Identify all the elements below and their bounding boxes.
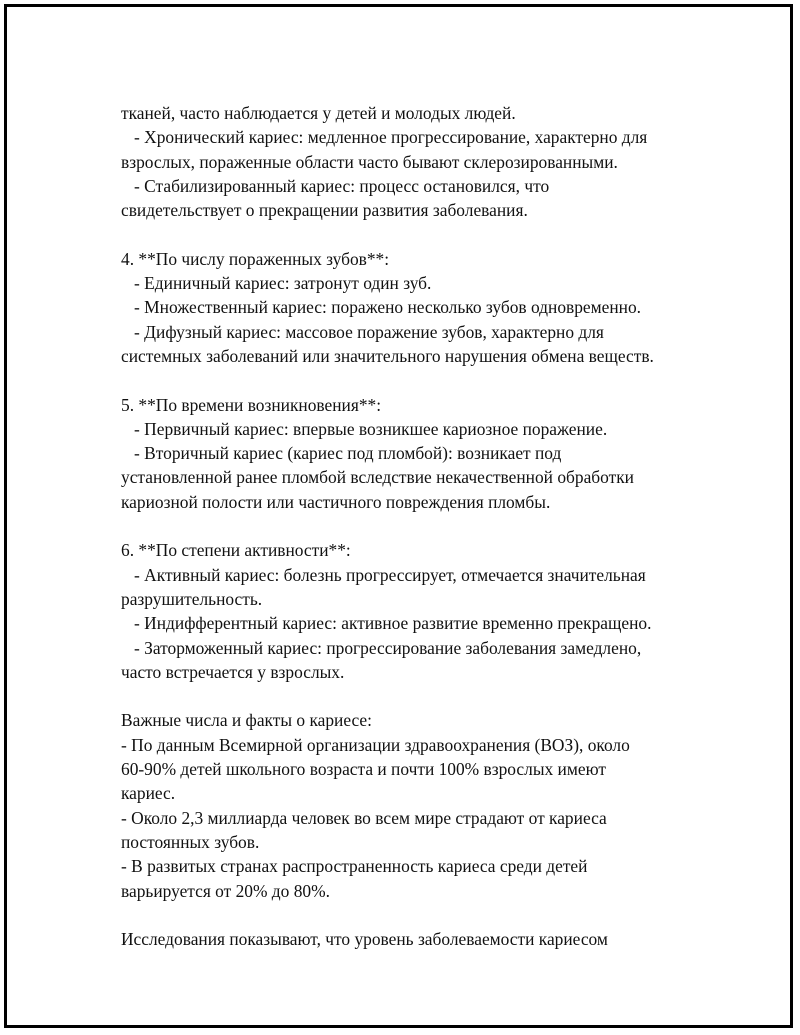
text-line: постоянных зубов. — [121, 831, 260, 852]
section-heading: 5. **По времени возникновения**: — [121, 394, 382, 415]
text-line: - Единичный кариес: затронут один зуб. — [121, 273, 432, 294]
text-line: - Индифферентный кариес: активное развитие временно прекращено. — [121, 613, 652, 634]
text-line: кариес. — [121, 783, 176, 804]
text-line: тканей, часто наблюдается у детей и молодых людей. — [121, 103, 516, 123]
text-line: - В развитых странах распространенность кариеса среди детей — [121, 856, 588, 877]
text-line: разрушительность. — [121, 588, 263, 609]
text-line: системных заболеваний или значительного нарушения обмена веществ. — [121, 345, 654, 366]
text-line: взрослых, пораженные области часто бывают склерозированными. — [121, 151, 618, 172]
text-line: - Стабилизированный кариес: процесс остановился, что — [121, 175, 550, 196]
text-line: свидетельствует о прекращении развития заболевания. — [121, 200, 528, 221]
text-line: - Дифузный кариес: массовое поражение зубов, характерно для — [121, 321, 604, 342]
text-line: - Множественный кариес: поражено несколько зубов одновременно. — [121, 297, 642, 318]
section-heading: 6. **По степени активности**: — [121, 540, 351, 561]
blank-line — [121, 514, 721, 538]
blank-line — [121, 903, 721, 927]
text-line: варьируется от 20% до 80%. — [121, 880, 330, 901]
section-heading: 4. **По числу пораженных зубов**: — [121, 248, 390, 269]
text-line: - Активный кариес: болезнь прогрессирует, отмечается значительная — [121, 564, 646, 585]
text-line: - Хронический кариес: медленное прогрессирование, характерно для — [121, 127, 648, 148]
text-line: 60-90% детей школьного возраста и почти 100% взрослых имеют — [121, 759, 606, 780]
text-line: - По данным Всемирной организации здравоохранения (ВОЗ), около — [121, 734, 630, 755]
blank-line — [121, 222, 721, 246]
text-line: - Заторможенный кариес: прогрессирование заболевания замедлено, — [121, 637, 642, 658]
text-line: - Вторичный кариес (кариес под пломбой): возникает под — [121, 443, 562, 464]
text-line: установленной ранее пломбой вследствие некачественной обработки — [121, 467, 634, 488]
page-frame — [4, 4, 793, 1028]
text-line: Исследования показывают, что уровень заболеваемости кариесом — [121, 929, 608, 950]
document-text — [121, 101, 721, 951]
text-line: - Около 2,3 миллиарда человек во всем мире страдают от кариеса — [121, 807, 607, 828]
blank-line — [121, 368, 721, 392]
text-line: часто встречается у взрослых. — [121, 661, 345, 682]
blank-line — [121, 684, 721, 708]
text-line: - Первичный кариес: впервые возникшее кариозное поражение. — [121, 418, 608, 439]
facts-heading: Важные числа и факты о кариесе: — [121, 710, 372, 731]
text-line: кариозной полости или частичного повреждения пломбы. — [121, 491, 551, 512]
